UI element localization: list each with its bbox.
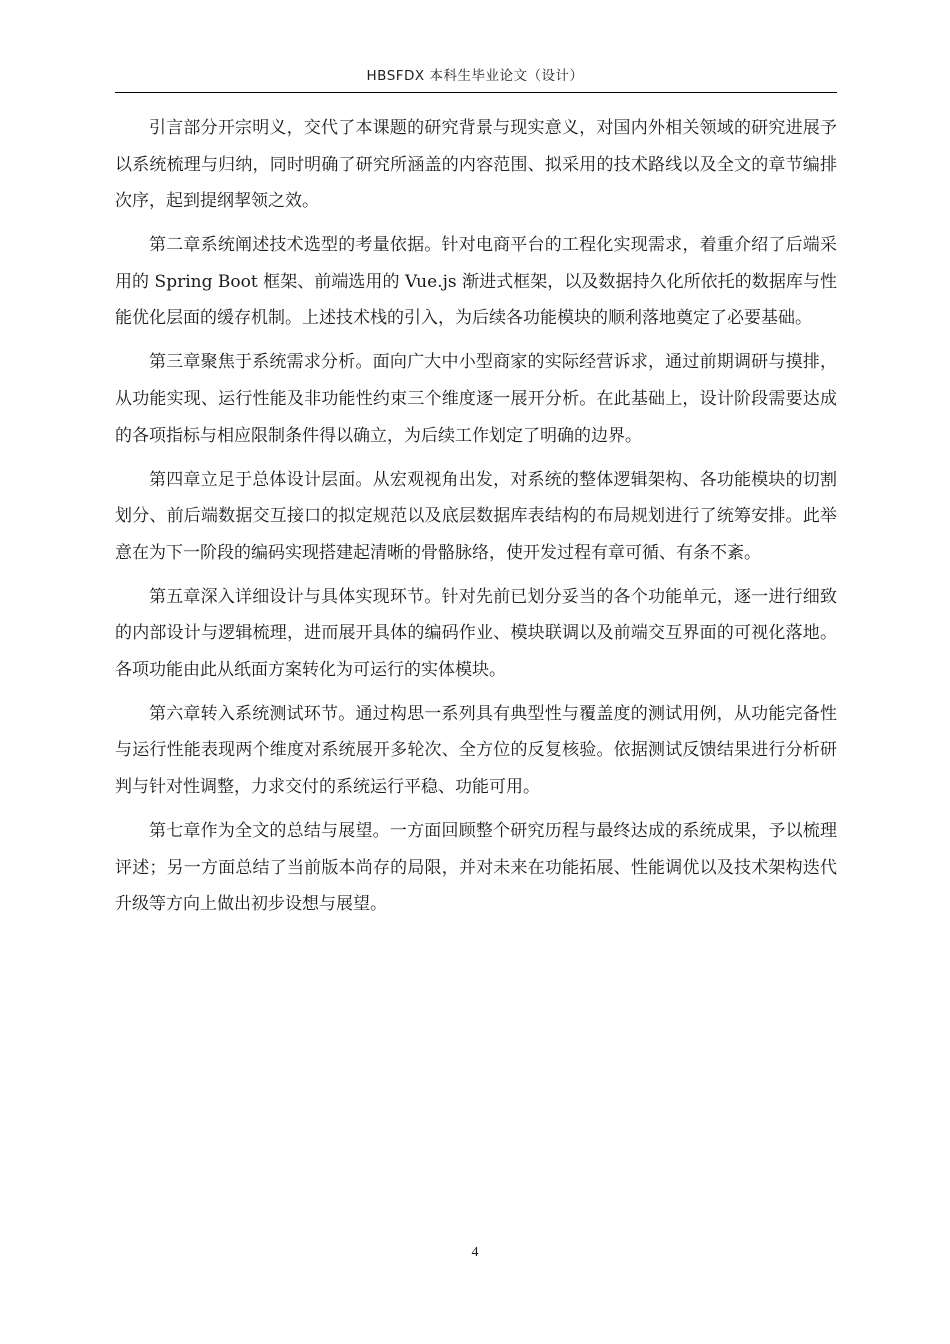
body-text xyxy=(115,110,837,930)
page-header: HBSFDX 本科生毕业论文（设计） xyxy=(366,68,584,84)
paragraph-chapter-3: 第三章聚焦于系统需求分析。面向广大中小型商家的实际经营诉求，通过前期调研与摸排，从功能实现、运行性能及非功能性约束三个维度逐一展开分析。在此基础上，设计阶段需要达成的各项指标与相应限制条件得以确立，为后续工作划定了明确的边界。 xyxy=(115,352,837,446)
paragraph-chapter-2: 第二章系统阐述技术选型的考量依据。针对电商平台的工程化实现需求，着重介绍了后端采用的 Spring Boot 框架、前端选用的 Vue.js 渐进式框架，以及数据持久化所依托的数据库与性能优化层面的缓存机制。上述技术栈的引入，为后续各功能模块的顺利落地奠定了必要基础。 xyxy=(115,235,837,329)
header-rule xyxy=(115,92,837,93)
paragraph-introduction: 引言部分开宗明义，交代了本课题的研究背景与现实意义，对国内外相关领域的研究进展予以系统梳理与归纳，同时明确了研究所涵盖的内容范围、拟采用的技术路线以及全文的章节编排次序，起到提纲挈领之效。 xyxy=(115,118,837,212)
paragraph-chapter-7: 第七章作为全文的总结与展望。一方面回顾整个研究历程与最终达成的系统成果，予以梳理评述；另一方面总结了当前版本尚存的局限，并对未来在功能拓展、性能调优以及技术架构迭代升级等方向上做出初步设想与展望。 xyxy=(115,821,837,915)
paragraph-chapter-4: 第四章立足于总体设计层面。从宏观视角出发，对系统的整体逻辑架构、各功能模块的切割划分、前后端数据交互接口的拟定规范以及底层数据库表结构的布局规划进行了统筹安排。此举意在为下一阶段的编码实现搭建起清晰的骨骼脉络，使开发过程有章可循、有条不紊。 xyxy=(115,469,837,563)
paragraph-chapter-5: 第五章深入详细设计与具体实现环节。针对先前已划分妥当的各个功能单元，逐一进行细致的内部设计与逻辑梳理，进而展开具体的编码作业、模块联调以及前端交互界面的可视化落地。各项功能由此从纸面方案转化为可运行的实体模块。 xyxy=(115,586,837,680)
page-number: 4 xyxy=(471,1245,479,1260)
paragraph-chapter-6: 第六章转入系统测试环节。通过构思一系列具有典型性与覆盖度的测试用例，从功能完备性与运行性能表现两个维度对系统展开多轮次、全方位的反复核验。依据测试反馈结果进行分析研判与针对性调整，力求交付的系统运行平稳、功能可用。 xyxy=(115,703,837,798)
